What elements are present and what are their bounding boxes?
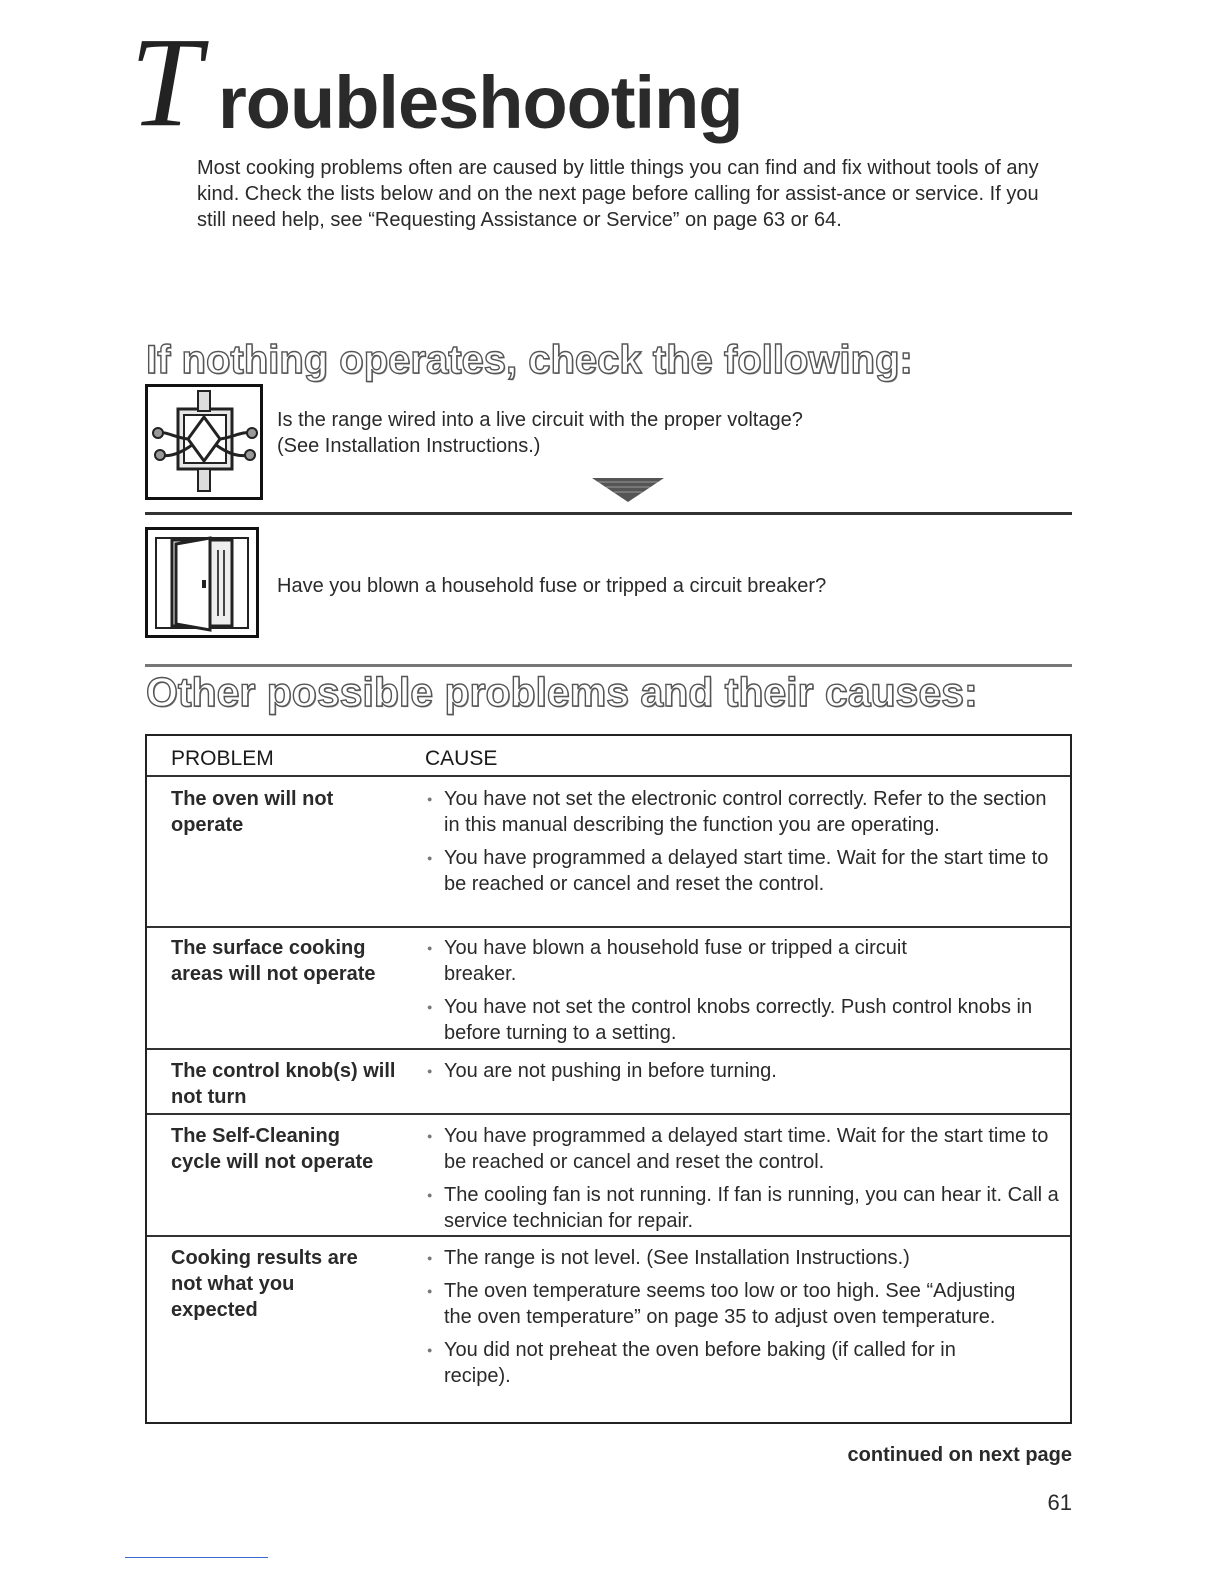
problem-cell: The surface cooking areas will not operate (171, 937, 376, 985)
cause-cell (425, 935, 1065, 1053)
page-title (130, 11, 743, 153)
cause-item: ● You have not set the electronic control correctly. Refer to the section in this manual describing the function you are operating. (425, 786, 1065, 838)
cause-item: ● You did not preheat the oven before baking (if called for in recipe). (425, 1337, 1005, 1389)
cause-item: ● The oven temperature seems too low or too high. See “Adjusting the oven temperature” on page 35 to adjust oven temperature. (425, 1278, 1045, 1330)
cause-item: ● You have blown a household fuse or tripped a circuit breaker. (425, 935, 965, 987)
problems-table (145, 734, 1072, 1424)
cause-cell (425, 1245, 1065, 1396)
intro-paragraph: Most cooking problems often are caused by little things you can find and fix without tools of any kind. Check the lists below and on the next page before calling for assist-ance or service. If you still need help, see “Requesting Assistance or Service” on page 63 or 64. (197, 157, 1039, 231)
down-arrow-icon (592, 476, 664, 504)
cause-item: ● You have programmed a delayed start time. Wait for the start time to be reached or cancel and reset the control. (425, 845, 1065, 897)
cause-item: ● The range is not level. (See Installation Instructions.) (425, 1245, 1065, 1271)
table-row (147, 928, 1070, 1050)
footer-rule (125, 1557, 268, 1558)
cause-cell (425, 1058, 1065, 1091)
problem-cell: Cooking results are not what you expected (171, 1247, 358, 1321)
problem-cell: The control knob(s) will not turn (171, 1060, 396, 1108)
cause-item: ● You have programmed a delayed start time. Wait for the start time to be reached or cancel and reset the control. (425, 1123, 1065, 1175)
continued-note: continued on next page (847, 1444, 1072, 1466)
problem-cell: The oven will not operate (171, 788, 334, 836)
section-heading-nothing-operates: If nothing operates, check the following: (146, 338, 913, 382)
section-heading-other-problems: Other possible problems and their causes: (146, 669, 978, 715)
table-row (147, 777, 1070, 928)
cause-item: ● You have not set the control knobs correctly. Push control knobs in before turning to a setting. (425, 994, 1065, 1046)
table-row (147, 1050, 1070, 1115)
check-live-circuit (277, 407, 803, 459)
table-row (147, 1115, 1070, 1237)
check-live-circuit-line-2: (See Installation Instructions.) (277, 435, 541, 457)
cause-item: ● You are not pushing in before turning. (425, 1058, 1065, 1084)
table-row (147, 1237, 1070, 1422)
breaker-panel-icon (145, 527, 259, 638)
section-divider (145, 512, 1072, 515)
check-fuse-breaker: Have you blown a household fuse or tripped a circuit breaker? (277, 575, 827, 597)
title-text: roubleshooting (218, 61, 743, 144)
title-initial: T (130, 11, 202, 153)
page-number: 61 (1047, 1490, 1072, 1515)
cause-item: ● The cooling fan is not running. If fan is running, you can hear it. Call a service technician for repair. (425, 1182, 1065, 1234)
cause-cell (425, 786, 1065, 904)
table-header-row (147, 736, 1070, 777)
junction-box-icon (145, 384, 263, 500)
problem-cell: The Self-Cleaning cycle will not operate (171, 1125, 374, 1173)
header-problem: PROBLEM (171, 747, 274, 770)
section-divider-2 (145, 664, 1072, 667)
cause-cell (425, 1123, 1065, 1241)
check-live-circuit-line-1: Is the range wired into a live circuit with the proper voltage? (277, 409, 803, 431)
header-cause: CAUSE (425, 747, 498, 770)
